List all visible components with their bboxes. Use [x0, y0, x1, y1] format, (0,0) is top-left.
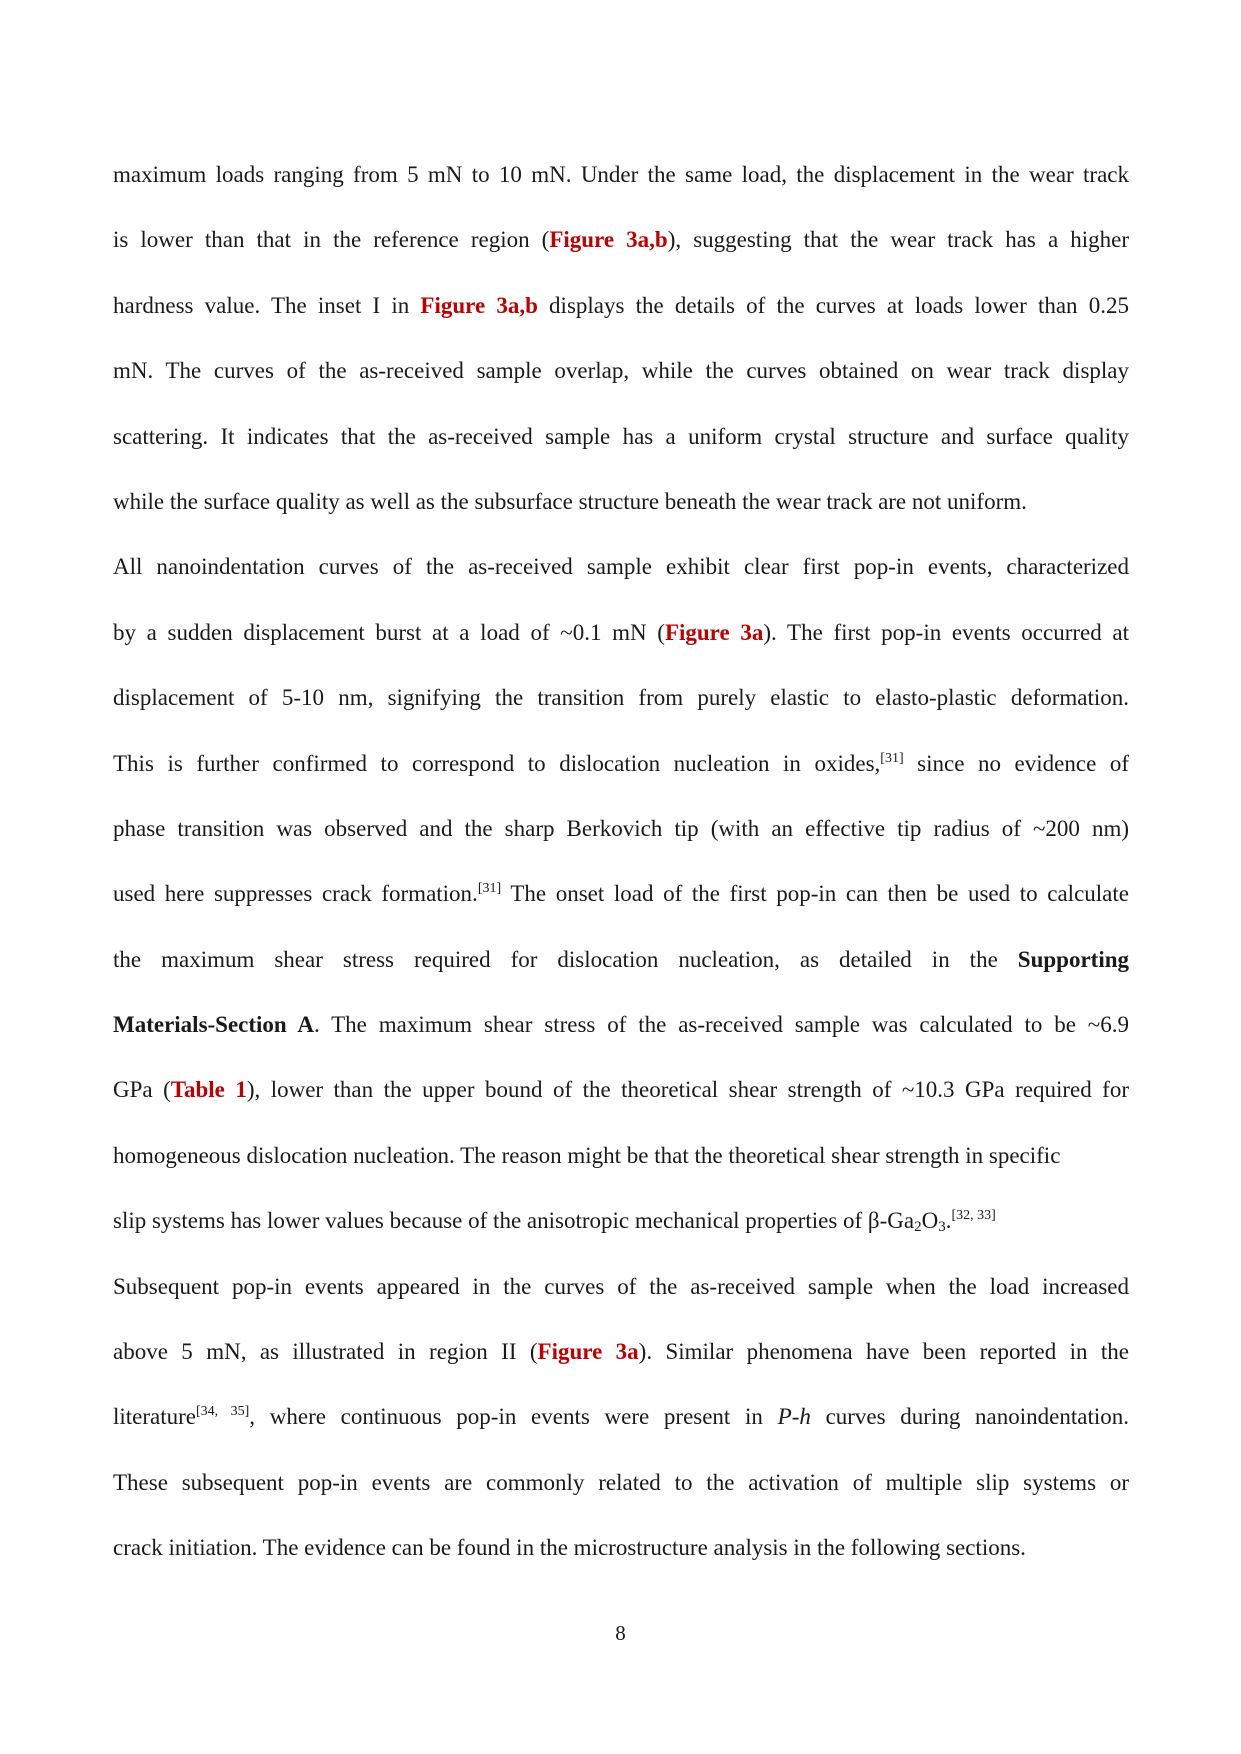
text-line	[113, 1400, 1129, 1465]
citation-superscript: [31]	[477, 881, 502, 897]
bold-text: Materials-Section A	[113, 1012, 314, 1038]
text-line	[113, 420, 1129, 485]
text-line	[113, 747, 1129, 812]
text-line	[113, 1270, 1129, 1335]
text-run: This is further confirmed to correspond to dislocation nucleation in oxides,	[113, 750, 881, 776]
text-line	[113, 1531, 1129, 1596]
text-line	[113, 1008, 1129, 1073]
text-line	[113, 1073, 1129, 1138]
subscript-text: 3	[938, 1219, 946, 1236]
text-run: crack initiation. The evidence can be found in the microstructure analysis in the following sections.	[113, 1535, 1026, 1561]
text-run: displays the details of the curves at loads lower than 0.25	[537, 292, 1129, 318]
text-run: while the surface quality as well as the subsurface structure beneath the wear track are not uniform.	[113, 488, 1027, 514]
text-run: by a sudden displacement burst at a load of ~0.1 mN (	[113, 619, 665, 645]
text-run: mN. The curves of the as-received sample overlap, while the curves obtained on wear track display	[113, 358, 1129, 384]
text-line	[113, 1204, 1129, 1269]
italic-text: P-h	[777, 1404, 811, 1430]
bold-text: Supporting	[1017, 946, 1129, 972]
text-run: All nanoindentation curves of the as-received sample exhibit clear first pop-in events, characterized	[113, 554, 1129, 580]
text-run: used here suppresses crack formation.	[113, 881, 478, 907]
subscript-text: 2	[914, 1219, 922, 1236]
page-number: 8	[615, 1621, 626, 1645]
text-line	[113, 616, 1129, 681]
text-line	[113, 354, 1129, 419]
text-run: ). The first pop-in events occurred at	[763, 619, 1129, 645]
text-run: hardness value. The inset I in	[113, 292, 421, 318]
text-line	[113, 1335, 1129, 1400]
text-run: These subsequent pop-in events are commonly related to the activation of multiple slip systems or	[113, 1469, 1129, 1495]
cross-reference-link[interactable]: Table 1	[170, 1077, 247, 1103]
text-run: since no evidence of	[903, 750, 1129, 776]
text-line	[113, 485, 1129, 550]
text-run: Subsequent pop-in events appeared in the curves of the as-received sample when the load increased	[113, 1273, 1129, 1299]
citation-superscript: [31]	[880, 750, 904, 766]
text-run: maximum loads ranging from 5 mN to 10 mN. Under the same load, the displacement in the wear track	[113, 162, 1129, 187]
body-text	[113, 158, 1129, 1597]
text-line	[113, 289, 1129, 354]
cross-reference-link[interactable]: Figure 3a	[537, 1339, 639, 1365]
text-line	[113, 158, 1129, 223]
text-run: displacement of 5-10 nm, signifying the transition from purely elastic to elasto-plastic deformation.	[113, 685, 1129, 711]
text-run: homogeneous dislocation nucleation. The reason might be that the theoretical shear strength in specific	[113, 1142, 1061, 1168]
text-run: O	[921, 1208, 939, 1234]
text-line	[113, 1466, 1129, 1531]
text-run: The onset load of the first pop-in can then be used to calculate	[501, 881, 1129, 907]
text-run: slip systems has lower values because of the anisotropic mechanical properties of β-Ga	[113, 1208, 915, 1234]
citation-superscript: [32, 33]	[951, 1208, 996, 1224]
cross-reference-link[interactable]: Figure 3a	[664, 619, 764, 645]
text-run: is lower than that in the reference region (	[113, 227, 550, 253]
cross-reference-link[interactable]: Figure 3a,b	[549, 227, 668, 253]
text-run: phase transition was observed and the sharp Berkovich tip (with an effective tip radius of ~200 nm)	[113, 815, 1129, 841]
text-run: literature	[113, 1404, 197, 1430]
text-line	[113, 877, 1129, 942]
text-run: .	[945, 1208, 952, 1234]
text-run: curves during nanoindentation.	[810, 1404, 1129, 1430]
text-line	[113, 681, 1129, 746]
text-run: ), suggesting that the wear track has a higher	[667, 227, 1129, 253]
text-line	[113, 1139, 1129, 1204]
text-line	[113, 223, 1129, 288]
text-line	[113, 812, 1129, 877]
text-run: . The maximum shear stress of the as-received sample was calculated to be ~6.9	[313, 1012, 1129, 1038]
text-run: , where continuous pop-in events were present in	[249, 1404, 778, 1430]
text-run: ). Similar phenomena have been reported in the	[638, 1339, 1129, 1365]
text-run: the maximum shear stress required for dislocation nucleation, as detailed in the	[113, 946, 1018, 972]
citation-superscript: [34, 35]	[196, 1404, 250, 1420]
text-run: ), lower than the upper bound of the theoretical shear strength of ~10.3 GPa required for	[246, 1077, 1129, 1103]
text-line	[113, 550, 1129, 615]
text-run: GPa (	[113, 1077, 171, 1103]
text-run: scattering. It indicates that the as-received sample has a uniform crystal structure and surface quality	[113, 423, 1129, 449]
cross-reference-link[interactable]: Figure 3a,b	[420, 292, 538, 318]
text-line	[113, 943, 1129, 1008]
text-run: above 5 mN, as illustrated in region II (	[113, 1339, 538, 1365]
